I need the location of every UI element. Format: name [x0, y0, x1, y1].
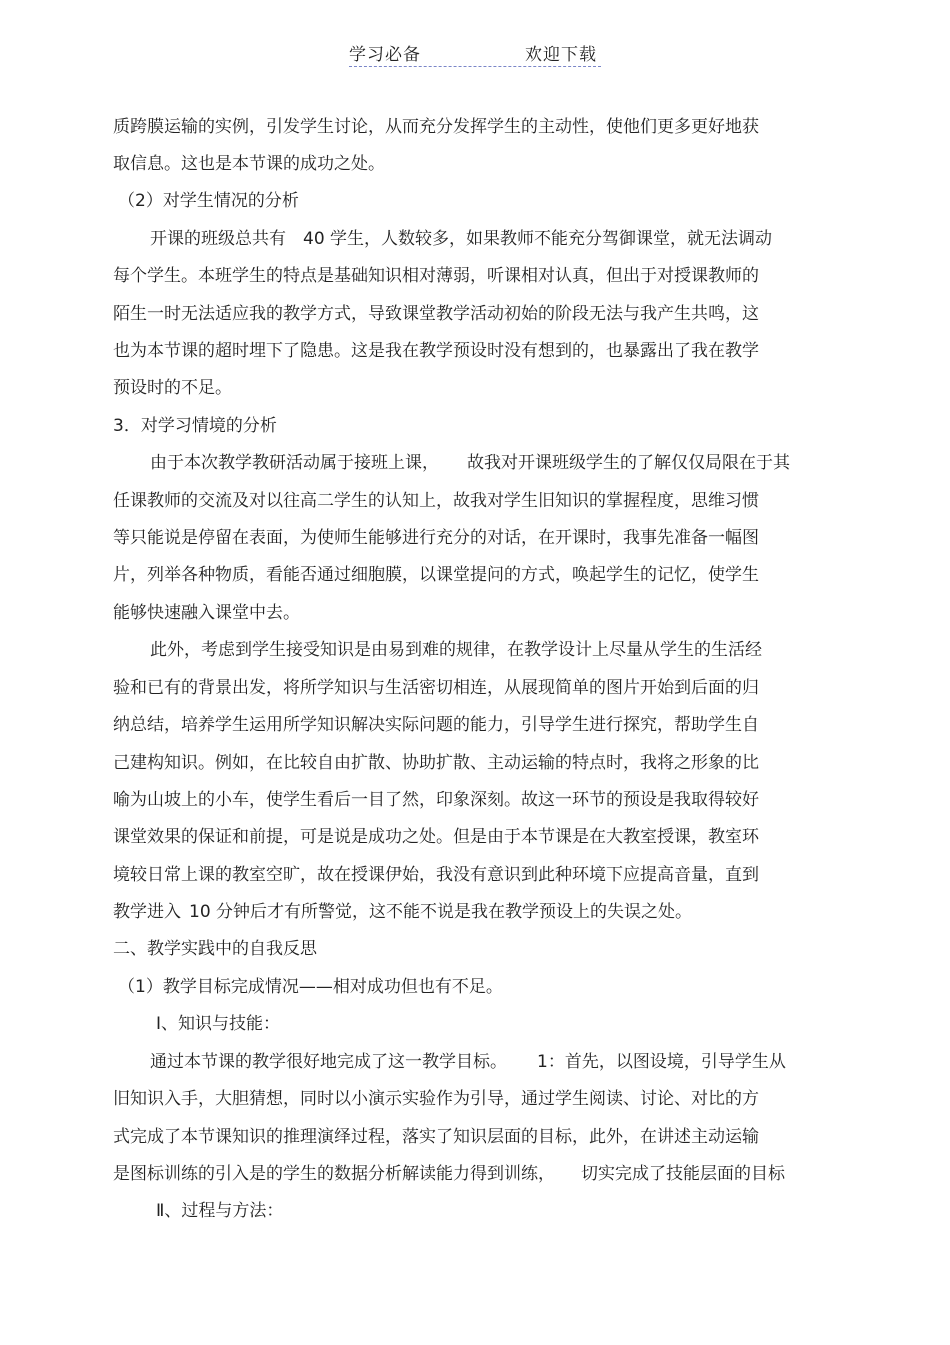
body-line: 己建构知识。例如，在比较自由扩散、协助扩散、主动运输的特点时，我将之形象的比: [113, 753, 759, 773]
body-line: 教学进入 10 分钟后才有所警觉，这不能不说是我在教学预设上的失误之处。: [113, 902, 693, 922]
body-line: 等只能说是停留在表面，为使师生能够进行充分的对话，在开课时，我事先准备一幅图: [113, 528, 759, 548]
body-line: 旧知识入手，大胆猜想，同时以小演示实验作为引导，通过学生阅读、讨论、对比的方: [113, 1089, 759, 1109]
body-line: 课堂效果的保证和前提，可是说是成功之处。但是由于本节课是在大教室授课，教室环: [113, 827, 759, 847]
body-line: 片，列举各种物质，看能否通过细胞膜，以课堂提问的方式，唤起学生的记忆，使学生: [113, 565, 759, 585]
body-line: 能够快速融入课堂中去。: [113, 603, 300, 623]
body-line: 纳总结，培养学生运用所学知识解决实际问题的能力，引导学生进行探究，帮助学生自: [113, 715, 759, 735]
body-line: 式完成了本节课知识的推理演绎过程，落实了知识层面的目标，此外，在讲述主动运输: [113, 1127, 759, 1147]
body-line: 预设时的不足。: [113, 378, 232, 398]
section-heading: 3．对学习情境的分析: [113, 416, 277, 436]
body-line: 境较日常上课的教室空旷，故在授课伊始，我没有意识到此种环境下应提高音量，直到: [113, 865, 759, 885]
body-line: 验和已有的背景出发，将所学知识与生活密切相连，从展现简单的图片开始到后面的归: [113, 678, 759, 698]
body-line: 任课教师的交流及对以往高二学生的认知上，故我对学生旧知识的掌握程度，思维习惯: [113, 491, 759, 511]
body-line: 通过本节课的教学很好地完成了这一教学目标。 1：首先，以图设境，引导学生从: [150, 1052, 786, 1072]
section-heading: 二、教学实践中的自我反思: [113, 939, 317, 959]
section-heading: （1）教学目标完成情况——相对成功但也有不足。: [118, 977, 503, 997]
body-line: 此外，考虑到学生接受知识是由易到难的规律，在教学设计上尽量从学生的生活经: [150, 640, 762, 660]
body-line: 喻为山坡上的小车，使学生看后一目了然，印象深刻。故这一环节的预设是我取得较好: [113, 790, 759, 810]
section-heading: Ⅰ、知识与技能：: [156, 1014, 281, 1034]
header-right-text: 欢迎下载: [525, 45, 597, 65]
header-left-text: 学习必备: [349, 45, 421, 65]
body-line: 每个学生。本班学生的特点是基础知识相对薄弱，听课相对认真，但出于对授课教师的: [113, 266, 759, 286]
body-line: 取信息。这也是本节课的成功之处。: [113, 154, 385, 174]
section-heading: （2）对学生情况的分析: [118, 191, 299, 211]
body-line: 是图标训练的引入是的学生的数据分析解读能力得到训练， 切实完成了技能层面的目标: [113, 1164, 785, 1184]
body-line: 也为本节课的超时埋下了隐患。这是我在教学预设时没有想到的，也暴露出了我在教学: [113, 341, 759, 361]
section-heading: Ⅱ、过程与方法：: [156, 1201, 284, 1221]
body-line: 陌生一时无法适应我的教学方式，导致课堂教学活动初始的阶段无法与我产生共鸣，这: [113, 304, 759, 324]
body-line: 质跨膜运输的实例，引发学生讨论，从而充分发挥学生的主动性，使他们更多更好地获: [113, 117, 759, 137]
body-line: 开课的班级总共有 40 学生，人数较多，如果教师不能充分驾御课堂，就无法调动: [150, 229, 773, 249]
body-line: 由于本次教学教研活动属于接班上课， 故我对开课班级学生的了解仅仅局限在于其: [150, 453, 790, 473]
page-header: [349, 40, 601, 67]
